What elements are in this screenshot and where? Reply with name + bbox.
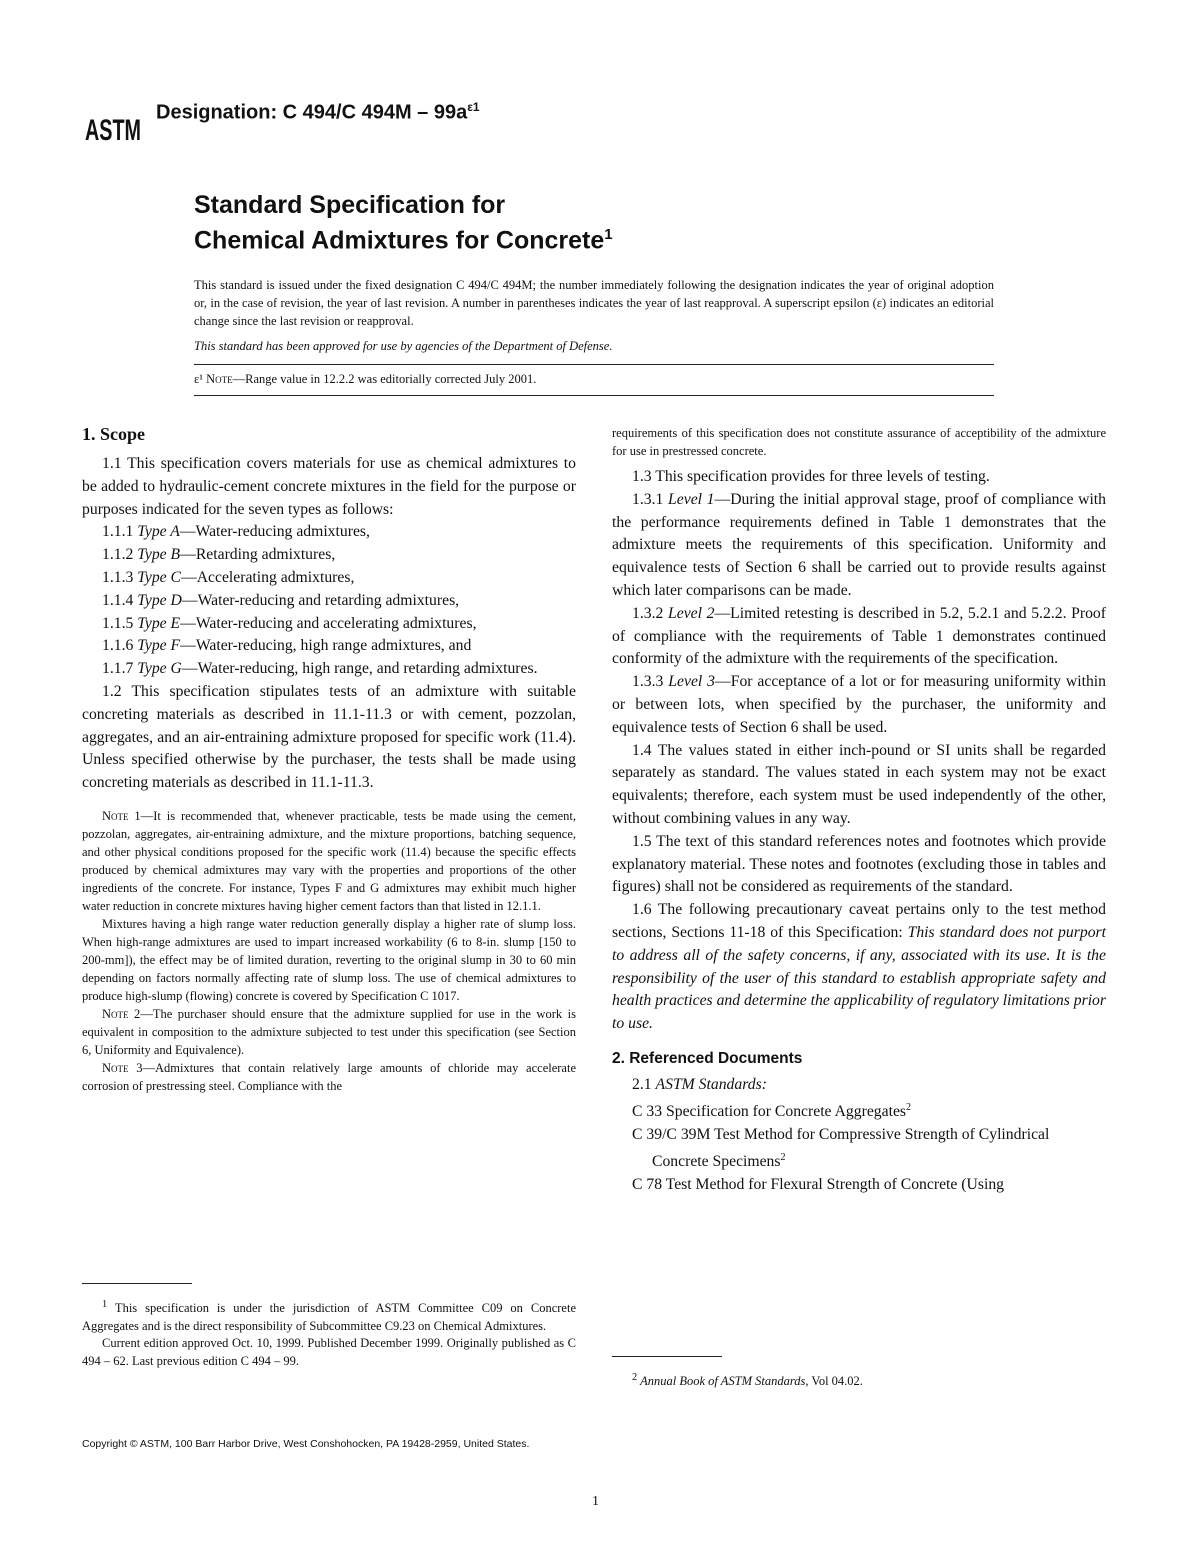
para-1-1-6: 1.1.6 Type F—Water-reducing, high range admixtures, and — [102, 637, 472, 655]
para-1-1-3: 1.1.3 Type C—Accelerating admixtures, — [102, 568, 355, 586]
header-rule-bottom — [194, 395, 994, 396]
para-1-3: 1.3 This specification provides for three levels of testing. — [632, 468, 990, 485]
section-1-heading: 1. Scope — [82, 424, 145, 444]
note-1: Note 1—It is recommended that, whenever practicable, tests be made using the cement, pozzolan, aggregates, air-entraining admixture, and the mixture proportions, batching sequence, and other physical conditions proposed for the specific work (11.4) because the specific effects produced by chemical admixtures may vary with the properties and proportions of the other ingredients of the concrete. For instance, Types F and G admixtures may exhibit much higher water reduction in concrete mixtures having higher cement factors than that listed in 12.1.1. — [82, 808, 576, 913]
para-1-3-1: 1.3.1 Level 1—During the initial approval stage, proof of compliance with the performance requirements defined in Table 1 demonstrates that the admixture meets the requirements of this specification. Uniformity and equivalence tests of Section 6 shall be carried out to provide results against which later comparisons can be made. — [612, 490, 1107, 599]
right-column — [612, 424, 1106, 1196]
footnote-rule-left — [82, 1283, 192, 1284]
para-1-1-1: 1.1.1 Type A—Water-reducing admixtures, — [102, 523, 370, 541]
footnote-2 — [612, 1369, 1106, 1391]
para-1-1-4: 1.1.4 Type D—Water-reducing and retarding admixtures, — [102, 591, 460, 609]
designation — [156, 100, 480, 125]
para-1-1: 1.1 This specification covers materials for use as chemical admixtures to be added to hydraulic-cement concrete mixtures in the field for the purpose or purposes indicated for the seven types as follows: — [82, 455, 576, 518]
editorial-note — [194, 372, 536, 387]
para-1-1-5: 1.1.5 Type E—Water-reducing and accelerating admixtures, — [102, 614, 477, 632]
para-1-6: 1.6 The following precautionary caveat pertains only to the test method sections, Sections 11-18 of this Specification: This standard does not purport to address all of the safety concerns, if any, associated with its use. It is the responsibility of the user of this standard to establish appropriate safety and health practices and determine the applicability of regulatory limitations prior to use. — [612, 901, 1106, 1033]
para-1-5: 1.5 The text of this standard references notes and footnotes which provide explanatory material. These notes and footnotes (excluding those in tables and figures) shall not be considered as requirements of the standard. — [612, 832, 1106, 896]
copyright-line: Copyright © ASTM, 100 Barr Harbor Drive, West Conshohocken, PA 19428-2959, United States. — [82, 1438, 530, 1450]
para-1-4: 1.4 The values stated in either inch-pound or SI units shall be regarded separately as standard. The values stated in each system may not be exact equivalents; therefore, each system must be used independently of the other, without combining values in any way. — [612, 741, 1106, 827]
note-2: Note 2—The purchaser should ensure that the admixture supplied for use in the work is equivalent in composition to the admixture subjected to test under this specification (see Section 6, Uniformity and Equivalence). — [82, 1006, 576, 1057]
title-footnote-ref: 1 — [604, 226, 613, 243]
footnote-1-edition: Current edition approved Oct. 10, 1999. Published December 1999. Originally published as C 494 – 62. Last previous edition C 494 – 99. — [82, 1336, 576, 1368]
para-1-2: 1.2 This specification stipulates tests of an admixture with suitable concreting materials as described in 11.1-11.3 or with cement, pozzolan, aggregates, and an air-entraining admixture proposed for specific work (11.4). Unless specified otherwise by the purchaser, the tests shall be made using concreting materials as described in 11.1-11.3. — [82, 682, 576, 792]
designation-epsilon: ε1 — [467, 100, 480, 114]
editorial-note-label: Note — [206, 372, 233, 386]
page-title — [194, 190, 613, 255]
title-line-2: Chemical Admixtures for Concrete — [194, 226, 605, 255]
footnote-2-text: $^2$ Annual Book of ASTM Standards, Vol 04.02. — [632, 1372, 863, 1389]
para-1-3-3: 1.3.3 Level 3—For acceptance of a lot or for measuring uniformity within or between lots, when specified by the purchaser, the uniformity and equivalence tests of Section 6 shall be used. — [612, 673, 1106, 736]
note-1-continued: Mixtures having a high range water reduction generally display a higher rate of slump loss. When high-range admixtures are used to impart increased workability (6 to 8-in. slump [150 to 200-mm]), the effect may be of limited duration, reverting to the original slump in 30 to 60 min depending on factors normally affecting rate of slump loss. The use of chemical admixtures to produce high-slump (flowing) concrete is covered by Specification C 1017. — [82, 916, 576, 1003]
dod-approval: This standard has been approved for use by agencies of the Department of Defense. — [194, 339, 613, 353]
designation-text: Designation: C 494/C 494M – 99a — [156, 101, 468, 124]
para-1-3-2: 1.3.2 Level 2—Limited retesting is described in 5.2, 5.2.1 and 5.2.2. Proof of compliance with the requirements of Table 1 demonstrates continued conformity of the admixture with the requirements of the specification. — [612, 604, 1107, 668]
title-line-1: Standard Specification for — [194, 191, 506, 219]
editorial-epsilon: ε¹ — [194, 372, 207, 386]
logo-text: ASTM — [85, 114, 141, 147]
left-column — [82, 424, 576, 1095]
footnote-1 — [82, 1296, 576, 1370]
footnote-rule-right — [612, 1356, 722, 1357]
section-2-heading: 2. Referenced Documents — [612, 1049, 803, 1067]
editorial-note-text: —Range value in 12.2.2 was editorially corrected July 2001. — [232, 372, 537, 386]
para-1-1-2: 1.1.2 Type B—Retarding admixtures, — [102, 546, 336, 564]
reference-c33: C 33 Specification for Concrete Aggregates$^2$ — [632, 1101, 912, 1120]
para-2-1: 2.1 ASTM Standards: — [632, 1075, 767, 1093]
page-number: 1 — [592, 1494, 599, 1509]
note-3: Note 3—Admixtures that contain relatively large amounts of chloride may accelerate corrosion of prestressing steel. Compliance with the — [82, 1060, 577, 1093]
astm-logo — [82, 100, 144, 148]
reference-c78: C 78 Test Method for Flexural Strength of Concrete (Using — [632, 1175, 1005, 1193]
footnote-1-text: $^1$ This specification is under the jurisdiction of ASTM Committee C09 on Concrete Aggregates and is the direct responsibility of Subcommittee C9.23 on Chemical Admixtures. — [82, 1299, 576, 1333]
para-1-1-7: 1.1.7 Type G—Water-reducing, high range, and retarding admixtures. — [102, 660, 538, 678]
header-rule-top — [194, 364, 994, 365]
issued-statement: This standard is issued under the fixed designation C 494/C 494M; the number immediately following the designation indicates the year of original adoption or, in the case of revision, the year of last revision. A number in parentheses indicates the year of last reapproval. A superscript epsilon (ε) indicates an editorial change since the last revision or reapproval. — [194, 278, 994, 328]
reference-c39: C 39/C 39M Test Method for Compressive Strength of Cylindrical Concrete Specimens$^2$ — [632, 1125, 1050, 1170]
note-3-continued: requirements of this specification does not constitute assurance of acceptibility of the admixture for use in prestressed concrete. — [612, 426, 1106, 458]
